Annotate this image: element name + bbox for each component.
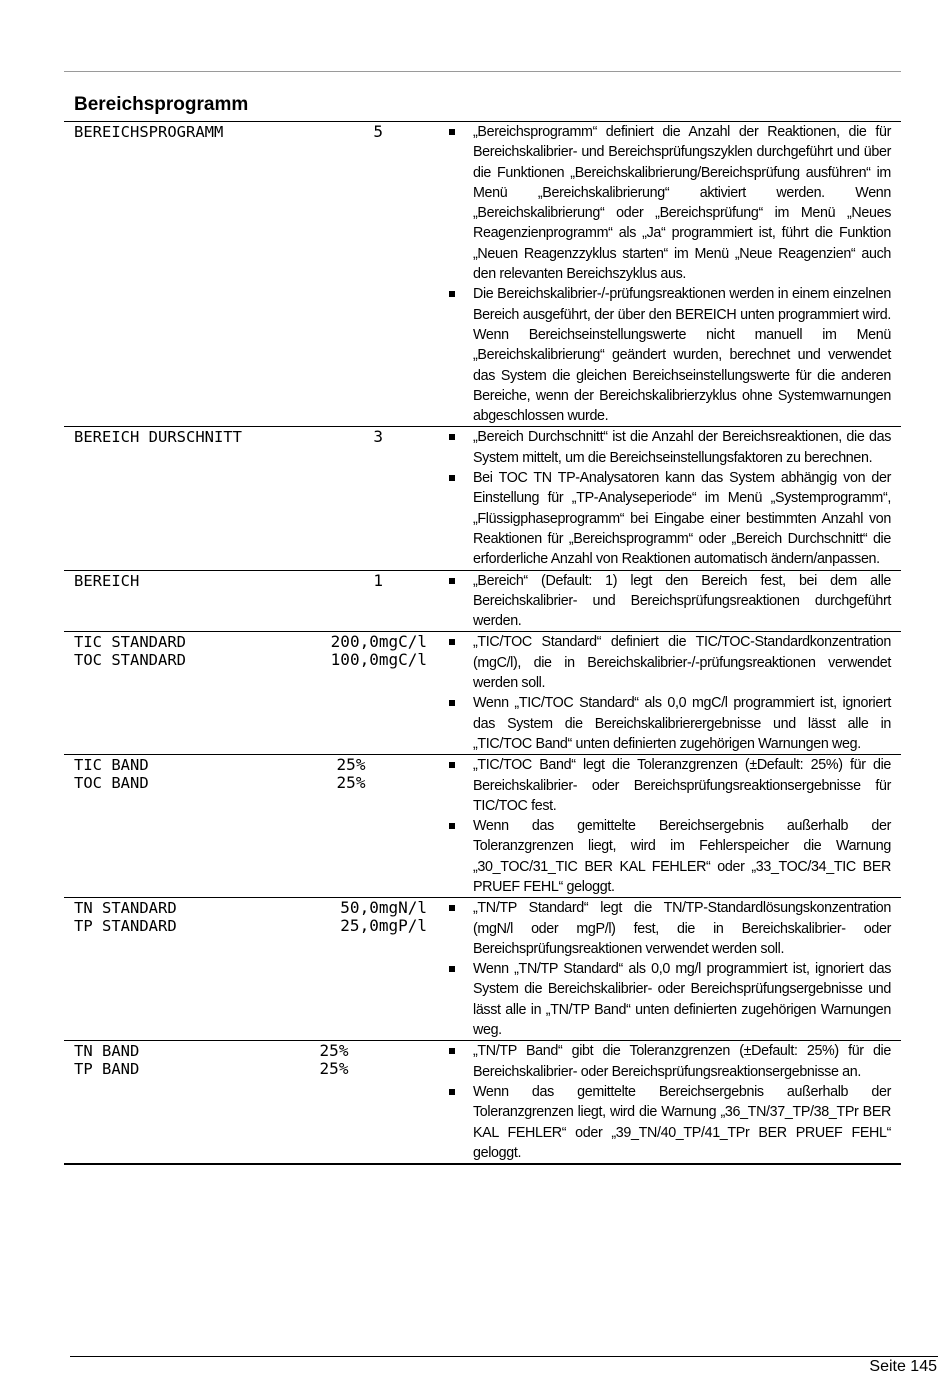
list-item: Wenn das gemittelte Bereichsergebnis außerhalb der Toleranzgrenzen liegt, wird die Warnung „36_TN/37_TP/38_TPr BER KAL FEHLER“ oder „39_TN/40_TP/41_TPr BER PRUEF FEHL“ geloggt. <box>473 1082 891 1163</box>
table-row <box>64 898 901 1041</box>
list-item: „TN/TP Band“ gibt die Toleranzgrenzen (±Default: 25%) für die Bereichskalibrier- oder Bereichsprüfungsreaktionsergebnisse an. <box>473 1041 891 1082</box>
list-item: Wenn „TN/TP Standard“ als 0,0 mg/l programmiert ist, ignoriert das System die Bereichskalibrier- oder Bereichsprüfungsergebnisse und lässt alle in „TN/TP Band“ unten definierten zugehörigen Warnungen weg. <box>473 959 891 1040</box>
description-list <box>473 632 891 754</box>
description-list <box>473 755 891 897</box>
parameter-name: BEREICHSPROGRAMM <box>74 123 224 141</box>
parameter-name: TIC STANDARD TOC STANDARD <box>74 633 186 670</box>
parameter-value: 200,0mgC/l 100,0mgC/l <box>330 632 427 670</box>
square-bullet-icon <box>449 905 455 911</box>
parameter-name: BEREICH <box>74 571 140 590</box>
table-row <box>64 571 901 633</box>
square-bullet-icon <box>449 434 455 440</box>
section-heading: Bereichsprogramm <box>74 94 249 115</box>
list-item: „Bereichsprogramm“ definiert die Anzahl der Reaktionen, die für Bereichskalibrier- und Bereichsprüfungszyklen durchgeführt und über die Funktionen „Bereichskalibrierung/Bereichsprüfung ausführen“ im Menü „Bereichskalibrierung“ aktiviert werden. Wenn „Bereichskalibrierung“ oder „Bereichsprüfung“ im Menü „Neues Reagenzienprogramm“ als „Ja“ programmiert ist, führt die Funktion „Neuen Reagenzzyklus starten“ im Menü „Neue Reagenzien“ auch den relevanten Bereichszyklus aus. <box>473 122 891 284</box>
parameter-value: 5 <box>373 122 383 141</box>
list-item: „TIC/TOC Standard“ definiert die TIC/TOC-Standardkonzentration (mgC/l), die in Bereichskalibrier-/-prüfungsreaktionen verwendet werden soll. <box>473 632 891 693</box>
list-item: Bei TOC TN TP-Analysatoren kann das System abhängig von der Einstellung für „TP-Analyseperiode“ im Menü „Systemprogramm“, „Flüssigphaseprogramm“ bei Eingabe einer bestimmten Anzahl von Reaktionen für „Bereichsprogramm“ oder „Bereich Durchschnitt“ die erforderliche Anzahl von Reaktionen automatisch ändern/anpassen. <box>473 468 891 569</box>
square-bullet-icon <box>449 823 455 829</box>
square-bullet-icon <box>449 639 455 645</box>
list-item: Wenn „TIC/TOC Standard“ als 0,0 mgC/l programmiert ist, ignoriert das System die Bereichskalibrierergebnisse und lässt alle in „TIC/TOC Band“ unten definierten zugehörigen Warnungen weg. <box>473 693 891 754</box>
square-bullet-icon <box>449 966 455 972</box>
list-item: „TN/TP Standard“ legt die TN/TP-Standardlösungskonzentration (mgN/l oder mgP/l) fest, die in Bereichskalibrier- oder Bereichsprüfungsreaktionen verwendet werden soll. <box>473 898 891 959</box>
table-row <box>64 122 901 427</box>
description-list <box>473 122 891 426</box>
list-item: „TIC/TOC Band“ legt die Toleranzgrenzen (±Default: 25%) für die Bereichskalibrier- oder Bereichsprüfungsreaktionsergebnisse für TIC/TOC fest. <box>473 755 891 816</box>
list-item: Wenn das gemittelte Bereichsergebnis außerhalb der Toleranzgrenzen liegt, wird im Fehlerspeicher die Warnung „30_TOC/31_TIC BER KAL FEHLER“ oder „33_TOC/34_TIC BER PRUEF FEHL“ geloggt. <box>473 816 891 897</box>
parameter-value: 1 <box>373 570 383 590</box>
square-bullet-icon <box>449 475 455 481</box>
list-item: „Bereich Durchschnitt“ ist die Anzahl der Bereichsreaktionen, die das System mittelt, um die Bereichseinstellungsfaktoren zu berechnen. <box>473 427 891 468</box>
header-rule <box>64 71 901 72</box>
description-list <box>473 898 891 1040</box>
description-list <box>473 427 891 569</box>
square-bullet-icon <box>449 700 455 706</box>
parameter-value: 3 <box>373 427 383 447</box>
square-bullet-icon <box>449 1089 455 1095</box>
parameter-value: 25% 25% <box>336 755 366 793</box>
table-row <box>64 755 901 898</box>
parameter-name: TIC BAND TOC BAND <box>74 756 149 793</box>
table-row <box>64 427 901 570</box>
parameter-table <box>64 121 901 1165</box>
list-item: „Bereich“ (Default: 1) legt den Bereich fest, bei dem alle Bereichskalibrier- und Bereichsprüfungsreaktionen durchgeführt werden. <box>473 571 891 632</box>
table-row <box>64 632 901 755</box>
square-bullet-icon <box>449 129 455 135</box>
page-number: Seite 145 <box>869 1358 937 1375</box>
square-bullet-icon <box>449 291 455 297</box>
list-item: Die Bereichskalibrier-/-prüfungsreaktionen werden in einem einzelnen Bereich ausgeführt, der über den BEREICH unten programmiert wird. Wenn Bereichseinstellungswerte nicht manuell im Menü „Bereichskalibrierung“ geändert wurden, berechnet und verwendet das System die gleichen Bereichseinstellungswerte für die anderen Bereiche, wenn der Bereichskalibrierzyklus ohne Systemwarnungen abgeschlossen wurde. <box>473 284 891 426</box>
square-bullet-icon <box>449 578 455 584</box>
footer-rule <box>70 1356 938 1357</box>
parameter-value: 25% 25% <box>319 1041 349 1079</box>
parameter-name: BEREICH DURSCHNITT <box>74 428 242 447</box>
square-bullet-icon <box>449 1048 455 1054</box>
table-row <box>64 1041 901 1165</box>
parameter-value: 50,0mgN/l 25,0mgP/l <box>340 898 427 936</box>
parameter-name: TN BAND TP BAND <box>74 1042 140 1079</box>
description-list <box>473 1041 891 1163</box>
parameter-name: TN STANDARD TP STANDARD <box>74 899 177 936</box>
description-list <box>473 571 891 632</box>
square-bullet-icon <box>449 762 455 768</box>
